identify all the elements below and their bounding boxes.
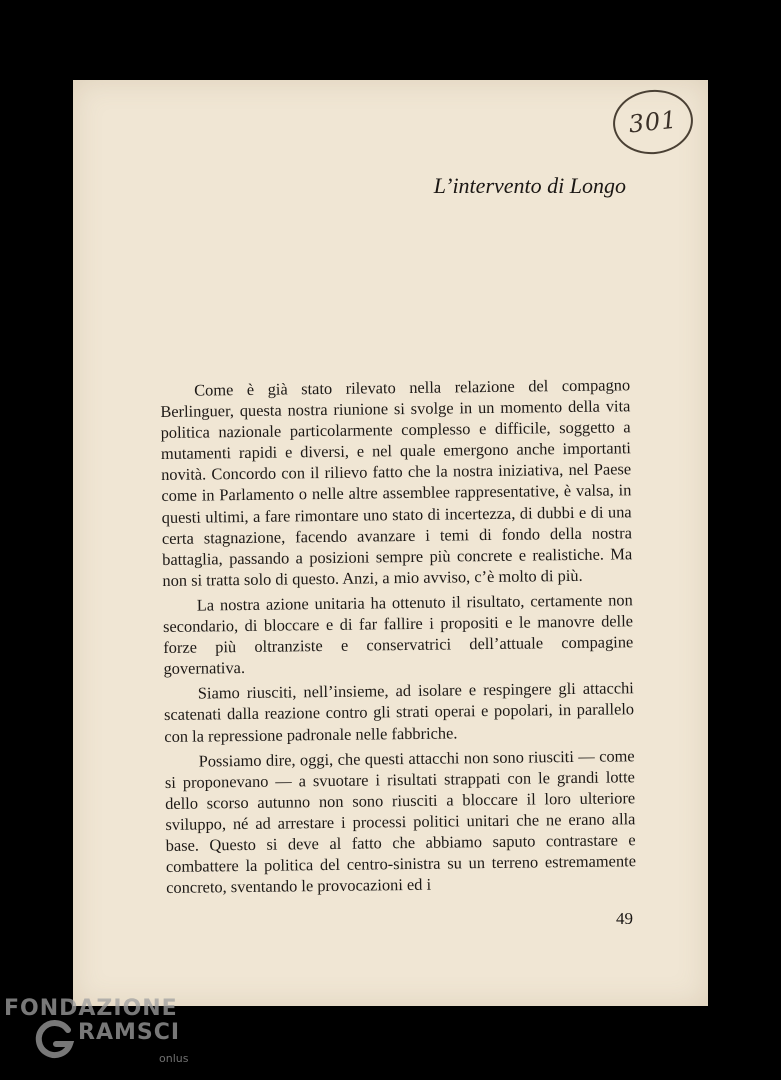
- body-text: [160, 374, 636, 902]
- paragraph: Siamo riusciti, nell’insieme, ad isolare e respingere gli attacchi scatenati dalla reazione contro gli strati operai e popolari, in parallelo con la repressione padronale nelle fabbriche.: [163, 678, 635, 746]
- fondazione-gramsci-watermark: [4, 996, 204, 1076]
- paragraph: Come è già stato rilevato nella relazione del compagno Berlinguer, questa nostra riunione si svolge in un momento della vita politica nazionale particolarmente complesso e difficile, soggetto a mutamenti rapidi e diversi, e nel quale emergono anche importanti novità. Concordo con il rilievo fatto che la nostra iniziativa, nel Paese come in Parlamento o nelle altre assemblee rappresentative, è valsa, in questi ultimi, a fare rimontare uno stato di incertezza, di dubbi e di una certa stagnazione, facendo avanzare i temi di fondo della nostra battaglia, passando a posizioni sempre più concrete e realistiche. Ma non si tratta solo di questo. Anzi, a mio avviso, c’è molto di più.: [160, 375, 633, 590]
- watermark-line1: FONDAZIONE: [4, 996, 178, 1021]
- archive-number-stamp: [610, 86, 696, 158]
- document-page: [73, 80, 708, 1006]
- paragraph: La nostra azione unitaria ha ottenuto il risultato, certamente non secondario, di bloccare e di far fallire i propositi e le manovre delle forze più oltranziste e conservatrici dell’attuale compagine governativa.: [162, 590, 634, 679]
- archive-number: 301: [627, 105, 679, 139]
- paragraph: Possiamo dire, oggi, che questi attacchi non sono riusciti — come si proponevano — a svuotare i risultati strappati con le grandi lotte dello scorso autunno non sono riusciti a bloccare il loro ulteriore sviluppo, né ad arrestare i processi politici unitari che ne erano alla base. Questo si deve al fatto che abbiamo saputo contrastare e combattere la politica del centro-sinistra su un terreno estremamente concreto, sventando le provocazioni ed i: [164, 745, 637, 898]
- g-logo-icon: [32, 1018, 76, 1062]
- chapter-title: L’intervento di Longo: [433, 173, 626, 198]
- watermark-line2: RAMSCI: [78, 1020, 181, 1045]
- page-number: 49: [616, 909, 633, 928]
- watermark-sub: onlus: [159, 1052, 189, 1065]
